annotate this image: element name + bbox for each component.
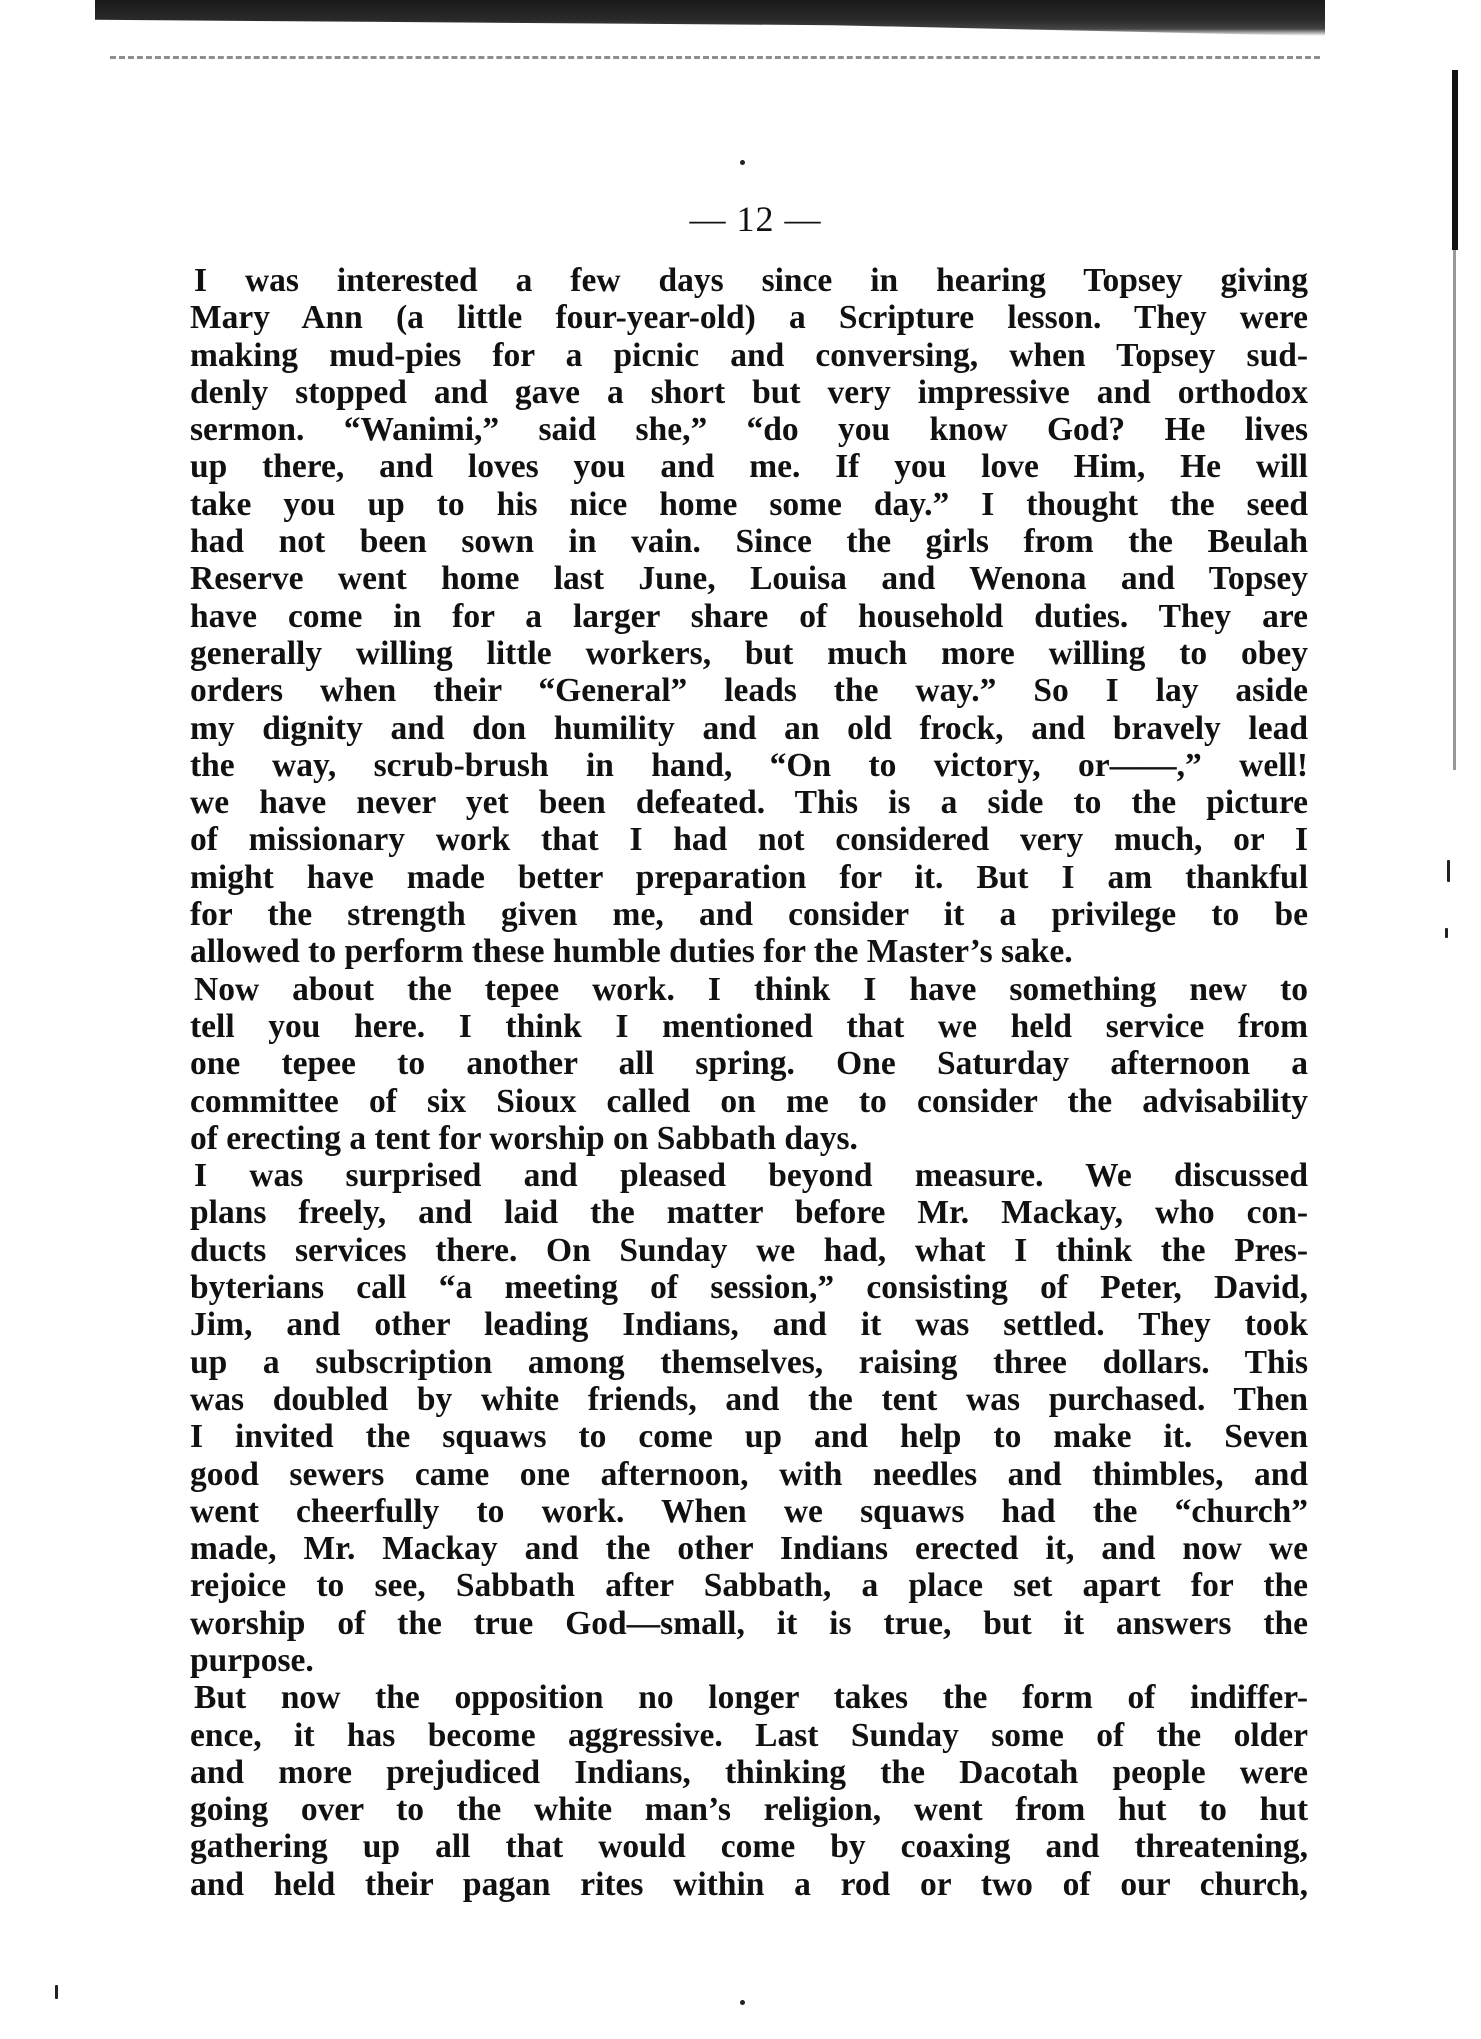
text-line: my dignity and don humility and an old frock, and bravely lead xyxy=(190,709,1308,747)
text-line: went cheerfully to work. When we squaws had the “church” xyxy=(190,1492,1308,1530)
text-line: Reserve went home last June, Louisa and Wenona and Topsey xyxy=(190,560,1308,598)
text-line: up a subscription among themselves, raising three dollars. This xyxy=(190,1343,1308,1381)
text-line: ducts services there. On Sunday we had, what I think the Pres- xyxy=(190,1231,1308,1269)
text-line: for the strength given me, and consider it a privilege to be xyxy=(190,896,1308,934)
text-line: allowed to perform these humble duties for the Master’s sake. xyxy=(190,933,1073,971)
text-line: I invited the squaws to come up and help to make it. Seven xyxy=(190,1418,1308,1456)
text-line: denly stopped and gave a short but very impressive and orthodox xyxy=(190,373,1308,411)
text-line: I was interested a few days since in hearing Topsey giving xyxy=(194,262,1308,299)
scan-speck xyxy=(1447,860,1450,882)
text-line: byterians call “a meeting of session,” consisting of Peter, David, xyxy=(190,1269,1308,1307)
text-line: sermon. “Wanimi,” said she,” “do you know God? He lives xyxy=(190,411,1308,449)
scan-speck xyxy=(740,2000,745,2005)
text-line: worship of the true God—small, it is true, but it answers the xyxy=(190,1604,1308,1642)
text-line: I was surprised and pleased beyond measure. We discussed xyxy=(194,1157,1308,1195)
text-line: and more prejudiced Indians, thinking the Dacotah people were xyxy=(190,1753,1308,1791)
page-number: — 12 — xyxy=(689,199,822,239)
text-line: tell you here. I think I mentioned that we held service from xyxy=(190,1007,1308,1045)
text-line: and held their pagan rites within a rod or two of our church, xyxy=(190,1865,1308,1903)
text-line: ence, it has become aggressive. Last Sunday some of the older xyxy=(190,1716,1308,1754)
page-top-edge xyxy=(95,0,1325,36)
text-line: of missionary work that I had not considered very much, or I xyxy=(190,821,1308,859)
top-rule xyxy=(110,56,1320,59)
text-line: Mary Ann (a little four-year-old) a Scripture lesson. They were xyxy=(190,299,1308,337)
text-line: making mud-pies for a picnic and conversing, when Topsey sud- xyxy=(190,336,1308,374)
text-line: orders when their “General” leads the way.” So I lay aside xyxy=(190,672,1308,710)
text-line: was doubled by white friends, and the tent was purchased. Then xyxy=(190,1380,1308,1418)
text-line: might have made better preparation for it. But I am thankful xyxy=(190,858,1308,896)
text-line: good sewers came one afternoon, with needles and thimbles, and xyxy=(190,1455,1308,1493)
text-line: of erecting a tent for worship on Sabbath days. xyxy=(190,1119,858,1157)
text-line: purpose. xyxy=(190,1641,314,1679)
text-line: have come in for a larger share of household duties. They are xyxy=(190,597,1308,635)
text-line: we have never yet been defeated. This is a side to the picture xyxy=(190,784,1308,822)
text-line: the way, scrub-brush in hand, “On to victory, or——,” well! xyxy=(190,746,1308,784)
text-line: had not been sown in vain. Since the girls from the Beulah xyxy=(190,523,1308,561)
text-line: Now about the tepee work. I think I have something new to xyxy=(194,970,1308,1008)
text-line: generally willing little workers, but much more willing to obey xyxy=(190,634,1308,672)
text-line: Jim, and other leading Indians, and it was settled. They took xyxy=(190,1306,1308,1344)
text-line: take you up to his nice home some day.” I thought the seed xyxy=(190,485,1308,523)
text-line: committee of six Sioux called on me to consider the advisability xyxy=(190,1082,1308,1120)
page-right-edge-shadow xyxy=(1453,250,1456,770)
text-line: made, Mr. Mackay and the other Indians erected it, and now we xyxy=(190,1530,1308,1568)
scan-speck xyxy=(740,160,745,165)
body-text xyxy=(190,262,1308,1903)
text-line: going over to the white man’s religion, went from hut to hut xyxy=(190,1791,1308,1829)
scan-speck xyxy=(55,1985,58,1999)
text-line: But now the opposition no longer takes the form of indiffer- xyxy=(194,1679,1308,1717)
text-line: up there, and loves you and me. If you love Him, He will xyxy=(190,448,1308,486)
text-line: plans freely, and laid the matter before Mr. Mackay, who con- xyxy=(190,1194,1308,1232)
text-line: rejoice to see, Sabbath after Sabbath, a place set apart for the xyxy=(190,1567,1308,1605)
text-line: gathering up all that would come by coaxing and threatening, xyxy=(190,1828,1308,1866)
text-line: one tepee to another all spring. One Saturday afternoon a xyxy=(190,1045,1308,1083)
scan-speck xyxy=(1445,928,1448,938)
